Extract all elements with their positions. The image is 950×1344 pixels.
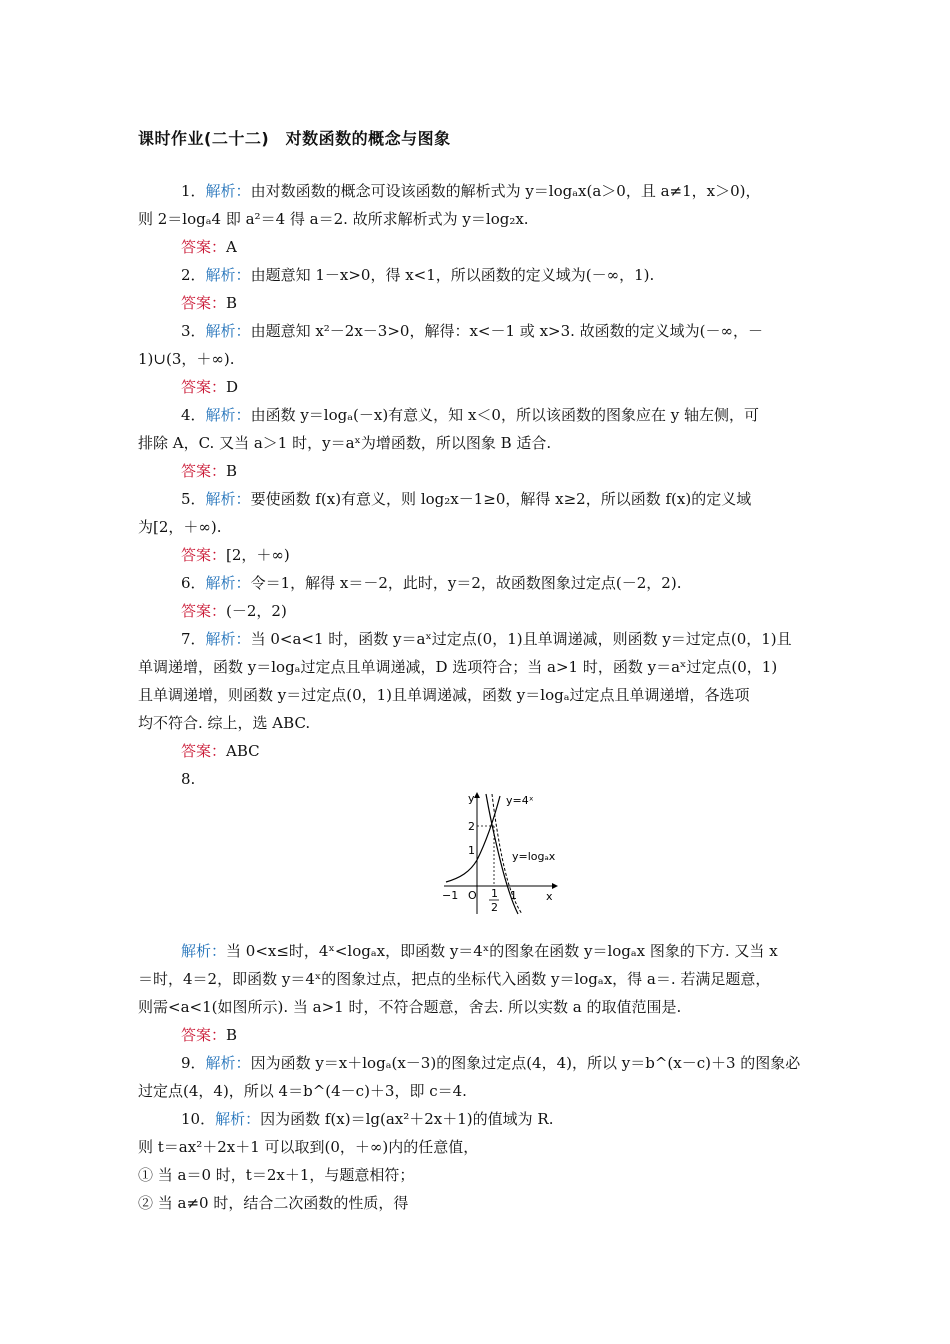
text-line bbox=[138, 1164, 414, 1186]
text-line bbox=[181, 264, 654, 286]
text-line bbox=[138, 208, 529, 230]
text-line bbox=[181, 1024, 237, 1046]
line-text: 则 2＝logₐ4 即 a²＝4 得 a＝2. 故所求解析式为 y＝log₂x. bbox=[138, 210, 529, 228]
item-number: 10． bbox=[181, 1110, 216, 1128]
item-number: 7． bbox=[181, 630, 206, 648]
analysis-label: 解析： bbox=[205, 406, 251, 424]
text-line bbox=[181, 488, 751, 510]
analysis-label: 解析： bbox=[205, 1054, 251, 1072]
label-x: x bbox=[546, 890, 553, 903]
label-4x: y=4ˣ bbox=[506, 794, 534, 807]
line-text: 为[2，＋∞). bbox=[138, 518, 222, 536]
line-text: B bbox=[226, 462, 238, 480]
answer-label: 答案： bbox=[181, 294, 227, 312]
tick-1: 1 bbox=[468, 844, 475, 857]
item-number: 8. bbox=[181, 770, 196, 788]
item-number: 4． bbox=[181, 406, 206, 424]
line-text: 由对数函数的概念可设该函数的解析式为 y＝logₐx(a＞0，且 a≠1，x＞0)， bbox=[250, 182, 761, 200]
text-line bbox=[181, 1108, 554, 1130]
tick-1-x: 1 bbox=[510, 889, 517, 902]
curve-4x bbox=[446, 796, 500, 882]
line-text: ② 当 a≠0 时，结合二次函数的性质，得 bbox=[138, 1194, 409, 1212]
line-text: ① 当 a＝0 时，t＝2x＋1，与题意相符； bbox=[138, 1166, 415, 1184]
analysis-label: 解析： bbox=[205, 630, 251, 648]
text-line bbox=[181, 180, 761, 202]
line-text: D bbox=[226, 378, 239, 396]
text-line bbox=[138, 968, 770, 990]
line-text: B bbox=[226, 294, 238, 312]
line-text: (－2，2) bbox=[226, 602, 287, 620]
line-text: 且单调递增，则函数 y＝过定点(0，1)且单调递减，函数 y＝logₐ过定点且单调递增，各选项 bbox=[138, 686, 750, 704]
text-line bbox=[138, 712, 310, 734]
item-number: 3． bbox=[181, 322, 206, 340]
analysis-label: 解析： bbox=[181, 942, 227, 960]
text-line bbox=[181, 940, 778, 962]
line-text: ＝时，4＝2，即函数 y＝4ˣ的图象过点，把点的坐标代入函数 y＝logₐx，得 a＝. 若满足题意， bbox=[138, 970, 771, 988]
x-axis-arrow bbox=[552, 883, 558, 889]
tick-half-den: 2 bbox=[491, 901, 498, 914]
analysis-label: 解析： bbox=[205, 182, 251, 200]
answer-label: 答案： bbox=[181, 1026, 227, 1044]
line-text: 由题意知 1－x>0，得 x<1，所以函数的定义域为(－∞，1). bbox=[250, 266, 655, 284]
line-text: B bbox=[226, 1026, 238, 1044]
line-text: 令＝1，解得 x＝－2，此时，y＝2，故函数图象过定点(－2，2). bbox=[250, 574, 682, 592]
text-line bbox=[138, 1192, 408, 1214]
label-y: y bbox=[468, 792, 475, 805]
tick-half-num: 1 bbox=[491, 887, 498, 900]
text-line bbox=[181, 236, 237, 258]
tick-2: 2 bbox=[468, 820, 475, 833]
answer-label: 答案： bbox=[181, 462, 227, 480]
line-text: [2，＋∞) bbox=[226, 546, 290, 564]
text-line bbox=[181, 740, 260, 762]
item-number: 9． bbox=[181, 1054, 206, 1072]
analysis-label: 解析： bbox=[205, 574, 251, 592]
line-text: 由函数 y＝logₐ(－x)有意义，知 x＜0，所以该函数的图象应在 y 轴左侧，可 bbox=[250, 406, 759, 424]
answer-label: 答案： bbox=[181, 238, 227, 256]
line-text: A bbox=[226, 238, 237, 256]
text-line bbox=[138, 348, 234, 370]
text-line bbox=[181, 404, 759, 426]
text-line bbox=[181, 768, 195, 790]
answer-label: 答案： bbox=[181, 602, 227, 620]
analysis-label: 解析： bbox=[215, 1110, 261, 1128]
item-number: 1． bbox=[181, 182, 206, 200]
figure-log-exp-graph bbox=[440, 788, 560, 918]
tick-neg1: −1 bbox=[442, 889, 459, 902]
line-text: 因为函数 y＝x＋logₐ(x－3)的图象过定点(4，4)，所以 y＝b^(x－c)＋3 的图象必 bbox=[250, 1054, 801, 1072]
line-text: 排除 A，C. 又当 a＞1 时，y＝aˣ为增函数，所以图象 B 适合. bbox=[138, 434, 552, 452]
answer-label: 答案： bbox=[181, 546, 227, 564]
item-number: 5． bbox=[181, 490, 206, 508]
text-line bbox=[138, 432, 551, 454]
text-line bbox=[181, 320, 763, 342]
text-line bbox=[181, 628, 792, 650]
label-log: y=logₐx bbox=[512, 850, 556, 863]
text-line bbox=[181, 544, 290, 566]
line-text: 均不符合. 综上，选 ABC. bbox=[138, 714, 311, 732]
answer-label: 答案： bbox=[181, 742, 227, 760]
line-text: 则需<a<1(如图所示). 当 a>1 时，不符合题意，舍去. 所以实数 a 的取值范围是. bbox=[138, 998, 682, 1016]
text-line bbox=[138, 656, 777, 678]
text-line bbox=[138, 684, 750, 706]
line-text: 单调递增，函数 y＝logₐ过定点且单调递减，D 选项符合；当 a>1 时，函数 y＝aˣ过定点(0，1) bbox=[138, 658, 778, 676]
line-text: 要使函数 f(x)有意义，则 log₂x－1≥0，解得 x≥2，所以函数 f(x)的定义域 bbox=[250, 490, 752, 508]
page-title: 课时作业(二十二) 对数函数的概念与图象 bbox=[138, 129, 451, 148]
line-text: 过定点(4，4)，所以 4＝b^(4－c)＋3，即 c＝4. bbox=[138, 1082, 467, 1100]
analysis-label: 解析： bbox=[205, 490, 251, 508]
text-line bbox=[181, 460, 237, 482]
item-number: 6． bbox=[181, 574, 206, 592]
line-text: 因为函数 f(x)＝lg(ax²＋2x＋1)的值域为 R. bbox=[260, 1110, 554, 1128]
text-line bbox=[138, 516, 222, 538]
y-axis-arrow bbox=[474, 792, 480, 798]
text-line bbox=[181, 600, 287, 622]
line-text: 1)∪(3，＋∞). bbox=[138, 350, 235, 368]
answer-label: 答案： bbox=[181, 378, 227, 396]
line-text: 由题意知 x²－2x－3>0，解得：x<－1 或 x>3. 故函数的定义域为(－∞，－ bbox=[250, 322, 764, 340]
text-line bbox=[138, 1136, 478, 1158]
text-line bbox=[181, 572, 681, 594]
text-line bbox=[181, 376, 238, 398]
line-text: 则 t＝ax²＋2x＋1 可以取到(0，＋∞)内的任意值， bbox=[138, 1138, 479, 1156]
analysis-label: 解析： bbox=[205, 322, 251, 340]
item-number: 2． bbox=[181, 266, 206, 284]
text-line bbox=[181, 1052, 800, 1074]
line-text: 当 0<x≤时，4ˣ<logₐx，即函数 y＝4ˣ的图象在函数 y＝logₐx 图象的下方. 又当 x bbox=[226, 942, 778, 960]
line-text: 当 0<a<1 时，函数 y＝aˣ过定点(0，1)且单调递减，则函数 y＝过定点(0，1)且 bbox=[250, 630, 792, 648]
text-line bbox=[181, 292, 237, 314]
line-text: ABC bbox=[226, 742, 260, 760]
text-line bbox=[138, 996, 681, 1018]
text-line bbox=[138, 1080, 467, 1102]
analysis-label: 解析： bbox=[205, 266, 251, 284]
tick-origin: O bbox=[468, 889, 477, 902]
